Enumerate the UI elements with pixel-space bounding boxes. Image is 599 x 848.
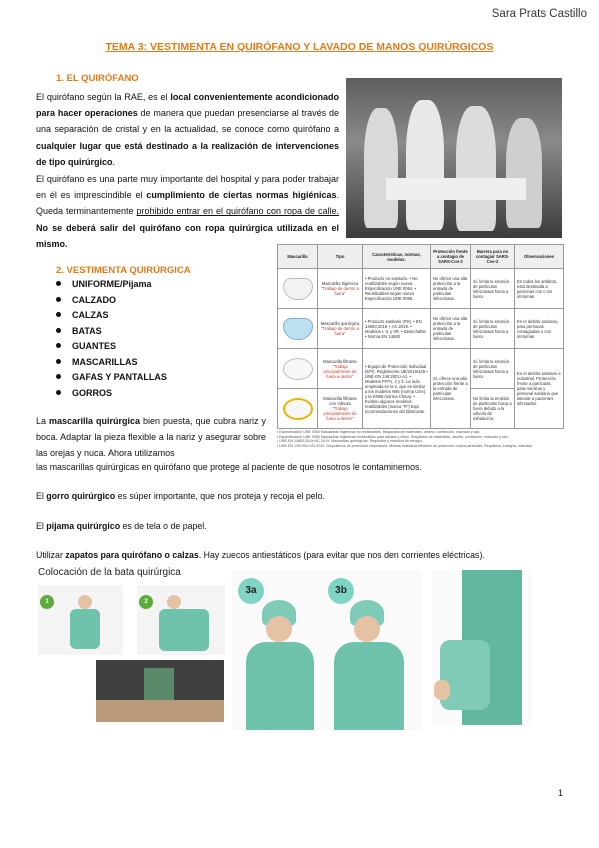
table-header: Tipo [318, 245, 363, 269]
list-item: CALZAS [56, 308, 167, 324]
paragraph-pijama: El pijama quirúrgico es de tela o de papel. [36, 521, 207, 531]
step-badge: 1 [40, 595, 54, 609]
gown-step-3-image [232, 570, 422, 730]
table-row: Mascarilla filtrante "Trabajo principalmente de fuera a dentro" • Equipo de Protección Individual (EPI). Reglamento UE/2016/425 • UNE-EN 149:2001+A1. • Modelos FFP1, 2 y 3. La más empleada es la 2, que es similar a los modelos N95 (norma USA), y la KN95 (norma China). • Existen algunos modelos reutilizables (marca "R") bajo recomendaciones del fabricante. Sí, ofrece una alta protección frente a la entrada de partículas infecciosas. Sí, limita la emisión de partículas infecciosas hacia a fuera. En el ámbito sanitario e industrial. Protección frente a partículas, para médicos y personal sanitario que atiende a pacientes infectados. [278, 349, 564, 389]
hygienic-mask-image [283, 278, 313, 300]
step-badge: 2 [139, 595, 153, 609]
paragraph-quirofano-definition: El quirófano según la RAE, es el local convenientemente acondicionado para hacer operaciones de manera que puedan presenciarse al través de una separación de cristal y en la actualidad, se conoce como quirófano a cualquier lugar que está destinado a la realización de intervenciones de tipo quirúrgico. [36, 92, 340, 167]
page-title: TEMA 3: VESTIMENTA EN QUIRÓFANO Y LAVADO DE MANOS QUIRÚRGICOS [105, 41, 494, 53]
section-heading-vestimenta: 2. VESTIMENTA QUIRÚRGICA [56, 265, 191, 276]
gown-step-4-image [432, 570, 532, 725]
step-badge: 3b [328, 578, 354, 604]
valve-mask-image [283, 398, 313, 420]
author-name: Sara Prats Castillo [491, 8, 587, 20]
table-header: Características, normas, modelos. [363, 245, 431, 269]
gown-figure-title: Colocación de la bata quirúrgica [38, 567, 181, 578]
list-item: GAFAS Y PANTALLAS [56, 370, 167, 386]
list-item: MASCARILLAS [56, 355, 167, 371]
section-heading-quirofano: 1. EL QUIRÓFANO [56, 73, 139, 84]
table-header: Protección frente a contagio de SARS-Cov-2 [431, 245, 471, 269]
table-header: Observaciones [515, 245, 564, 269]
list-item: CALZADO [56, 293, 167, 309]
clothing-list [56, 277, 167, 401]
filtering-mask-image [283, 358, 313, 380]
list-item: GUANTES [56, 339, 167, 355]
gown-step-2-image [137, 585, 225, 655]
paragraph-mascarilla: La mascarilla quirúrgica bien puesta, que cubra nariz y boca. Adaptar la pieza flexible a la nariz y asegurar sobre las orejas y nuca. Ahora utilizamos [36, 416, 267, 459]
list-item: GORROS [56, 386, 167, 402]
table-row: Mascarilla filtrante con Válvula "Trabajo principalmente de fuera a dentro" No limita la emisión de partículas hacia a fuera debido a la válvula de exhalación. [278, 389, 564, 429]
step-badge: 3a [238, 578, 264, 604]
table-row: Mascarilla quirúrgica "Trabajo de dentro a fuera" • Producto sanitario (PS). • EN 14683:2019 + AC:2019. • Modelos I, II, y IIR. • Desechable. • Norma EN 14683 No ofrece una alta protección a la entrada de partículas infecciosas. Sí, limita la emisión de partículas infecciosas hacia a fuera. En el ámbito sanitario, para personas contagiadas o con síntomas. [278, 309, 564, 349]
gown-photo [96, 660, 224, 722]
gown-step-1-image [38, 585, 123, 655]
table-row: Mascarilla higiénica "Trabajo de dentro a fuera" • Producto no sanitario. • No reutilizables según nueva Especificación UNE 0064. • Reutilizables según nueva Especificación UNE 0065. No ofrece una alta protección a la entrada de partículas infecciosas. Sí, limita la emisión de partículas infecciosas hacia a fuera. En todos los ámbitos, está destinada a personas con o sin síntomas. [278, 269, 564, 309]
table-header: Mascarilla [278, 245, 318, 269]
surgery-photo [346, 78, 562, 238]
paragraph-gorro: El gorro quirúrgico es súper importante, que nos proteja y recoja el pelo. [36, 491, 325, 501]
paragraph-quirofano-normas: El quirófano es una parte muy importante del hospital y para poder trabajar en él es imprescindible el cumplimiento de ciertas normas higiénicas. Queda terminantemente prohibido entrar en el quirófano con ropa de calle. No se deberá salir del quirófano con ropa quirúrgica utilizada en el mismo. [36, 174, 340, 249]
table-footnotes: • Especificación UNE 0064 Mascarillas higiénicas no reutilizables. Requisitos de materiales, diseño, confección, marcado y uso. • Especificación UNE 0065 Mascarillas higiénicas reutilizables para adultos y niños. Requisitos de materiales, diseño, confección, marcado y uso. • UNE-EN 14683:2019+AC:2019. Mascarillas quirúrgicas. Requisitos y métodos de ensayo. • UNE-EN 149:2001+A1:2010. Dispositivos de protección respiratoria. Medias máscaras filtrantes de protección contra partículas. Requisitos, ensayos, marcado. [277, 430, 534, 448]
paragraph-zapatos: Utilizar zapatos para quirófano o calzas. Hay zuecos antiestáticos (para evitar que nos den corrientes eléctricas). [36, 550, 485, 560]
page-number: 1 [557, 788, 563, 798]
paragraph-mascarilla-end: las mascarillas quirúrgicas en quirófano que protege al paciente de que nosotros le contaminemos. [36, 462, 422, 472]
list-item: UNIFORME/Pijama [56, 277, 167, 293]
surgical-mask-image [283, 318, 313, 340]
list-item: BATAS [56, 324, 167, 340]
table-header: Barrera para no contagiar SARS-Cov-2 [471, 245, 515, 269]
mask-comparison-table [277, 244, 564, 448]
